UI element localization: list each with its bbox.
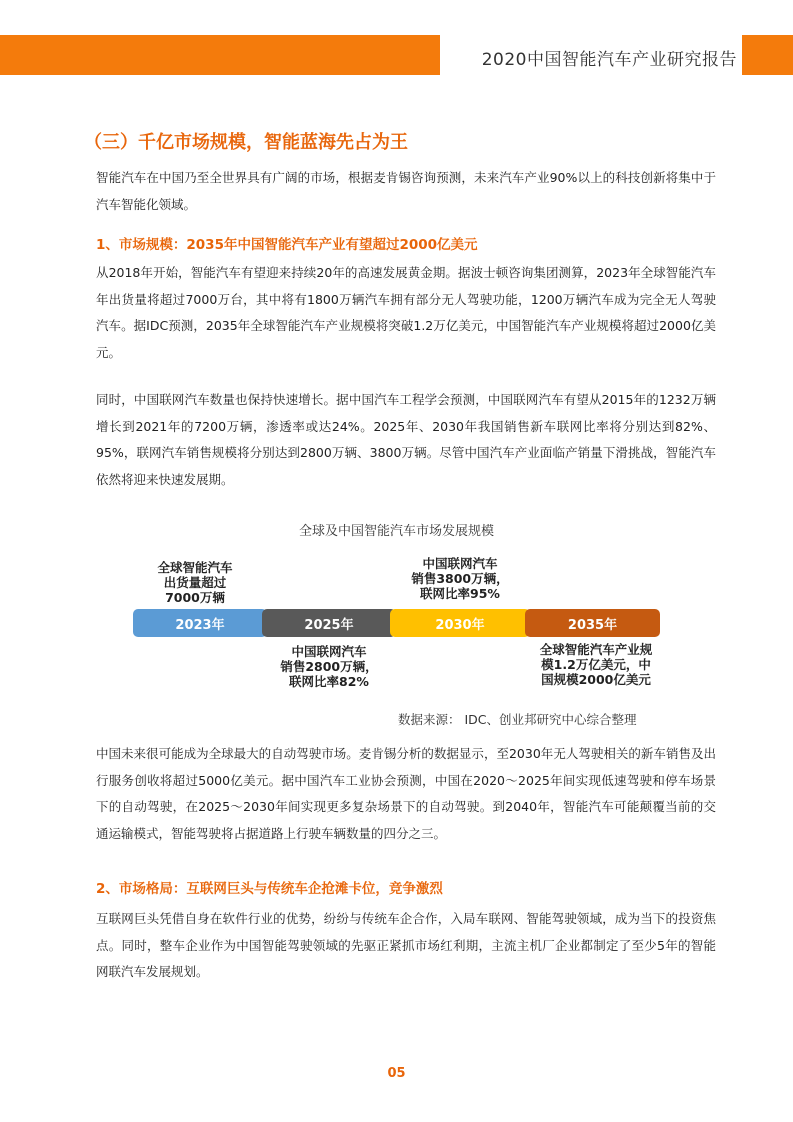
timeline-note-2023: 全球智能汽车 出货量超过 7000万辆: [157, 560, 233, 605]
report-title: 2020中国智能汽车产业研究报告: [481, 50, 737, 70]
section-title: （三）千亿市场规模，智能蓝海先占为王: [84, 132, 408, 153]
autonomous-driving-paragraph: 中国未来很可能成为全球最大的自动驾驶市场。麦肯锡分析的数据显示，至2030年无人驾驶相关的新车销售及出行服务创收将超过5000亿美元。据中国汽车工业协会预测，中国在2020～2025年间实现低速驾驶和停车场景下的自动驾驶，在2025～2030年间实现更多复杂场景下的自动驾驶。到2040年，智能汽车可能颠覆当前的交通运输模式，智能驾驶将占据道路上行驶车辆数量的四分之三。: [96, 746, 716, 841]
timeline-note-2035: 全球智能汽车产业规 模1.2万亿美元，中 国规模2000亿美元: [539, 642, 653, 687]
subsection-1-title: 1、市场规模：2035年中国智能汽车产业有望超过2000亿美元: [96, 237, 478, 253]
timeline-title: 全球及中国智能汽车市场发展规模: [298, 524, 494, 539]
section-intro-paragraph: 智能汽车在中国乃至全世界具有广阔的市场，根据麦肯锡咨询预测，未来汽车产业90%以上的科技创新将集中于汽车智能化领域。: [96, 170, 716, 212]
market-landscape-paragraph: 互联网巨头凭借自身在软件行业的优势，纷纷与传统车企合作，入局车联网、智能驾驶领域，成为当下的投资焦点。同时，整车企业作为中国智能驾驶领域的先驱正紧抓市场红利期，主流主机厂企业都制定了至少5年的智能网联汽车发展规划。: [96, 911, 716, 979]
market-size-paragraph: 从2018年开始，智能汽车有望迎来持续20年的高速发展黄金期。据波士顿咨询集团测算，2023年全球智能汽车年出货量将超过7000万台，其中将有1800万辆汽车拥有部分无人驾驶功能，1200万辆汽车成为完全无人驾驶汽车。据IDC预测，2035年全球智能汽车产业规模将突破1.2万亿美元，中国智能汽车产业规模将超过2000亿美元。: [96, 265, 716, 360]
header-orange-bar: [0, 35, 440, 75]
data-source-note: 数据来源： IDC、创业邦研究中心综合整理: [398, 712, 637, 727]
timeline-segment-2030: 2030年: [390, 609, 530, 637]
timeline-note-2025: 中国联网汽车 销售2800万辆， 联网比率82%: [280, 644, 378, 689]
header-orange-block: [742, 35, 793, 75]
timeline-segment-2023: 2023年: [133, 609, 267, 637]
timeline-note-2030: 中国联网汽车 销售3800万辆， 联网比率95%: [411, 556, 509, 601]
subsection-2-title: 2、市场格局：互联网巨头与传统车企抢滩卡位，竞争激烈: [96, 881, 443, 897]
page-number: 05: [387, 1066, 406, 1081]
timeline-segment-2035: 2035年: [525, 609, 660, 637]
connected-car-paragraph: 同时，中国联网汽车数量也保持快速增长。据中国汽车工程学会预测，中国联网汽车有望从2015年的1232万辆增长到2021年的7200万辆，渗透率或达24%。2025年、2030年我国销售新车联网比率将分别达到82%、95%，联网汽车销售规模将分别达到2800万辆、3800万辆。尽管中国汽车产业面临产销量下滑挑战，智能汽车依然将迎来快速发展期。: [96, 392, 716, 487]
timeline-segment-2025: 2025年: [262, 609, 396, 637]
